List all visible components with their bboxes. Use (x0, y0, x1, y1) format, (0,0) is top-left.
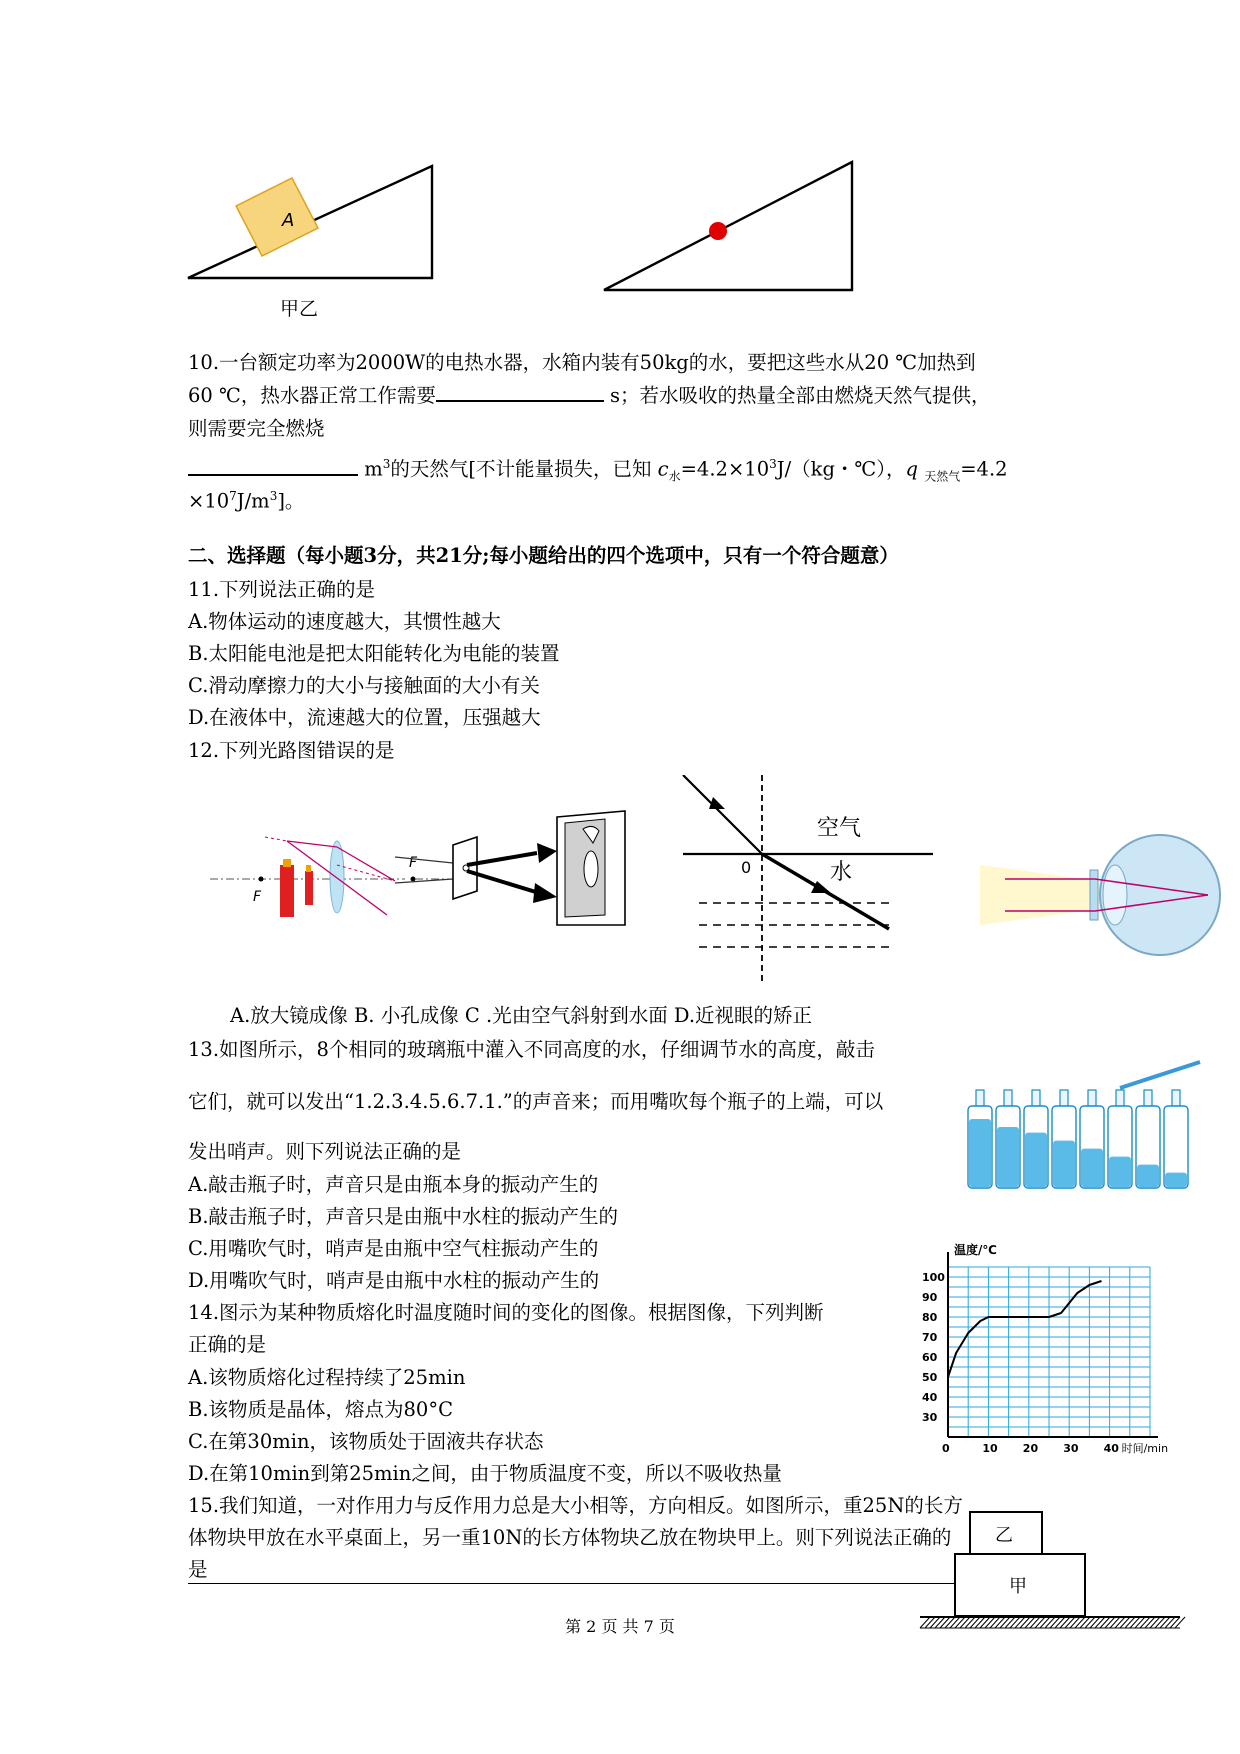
y-tick-label: 40 (922, 1391, 938, 1404)
q13-option-a: A.敲击瓶子时，声音只是由瓶本身的振动产生的 (188, 1173, 599, 1196)
glass-bottle (1052, 1090, 1076, 1188)
q11-stem: 11.下列说法正确的是 (188, 578, 376, 601)
y-tick-label: 60 (922, 1351, 938, 1364)
x-axis-label: 时间/min (1121, 1442, 1169, 1455)
svg-text:F: F (409, 855, 418, 871)
y-tick-label: 100 (922, 1271, 945, 1284)
q15-line3: 是 (188, 1558, 208, 1581)
q13-line2: 它们，就可以发出“1.2.3.4.5.6.7.1.”的声音来；而用嘴吹每个瓶子的上端，可以 (188, 1090, 884, 1113)
block-a (236, 178, 318, 256)
q14-option-c: C.在第30min，该物质处于固液共存状态 (188, 1430, 544, 1453)
q13-line3: 发出哨声。则下列说法正确的是 (188, 1140, 462, 1163)
y-axis-label: 温度/℃ (954, 1243, 997, 1257)
q15-line2: 体物块甲放在水平桌面上，另一重10N的长方体物块乙放在物块甲上。则下列说法正确的 (188, 1526, 952, 1549)
q13-option-d: D.用嘴吹气时，哨声是由瓶中水柱的振动产生的 (188, 1269, 600, 1292)
y-tick-label: 80 (922, 1311, 938, 1324)
q11-option-c: C.滑动摩擦力的大小与接触面的大小有关 (188, 674, 540, 697)
concave-lens (1090, 870, 1098, 920)
incline-caption: 甲乙 (280, 298, 319, 320)
y-tick-label: 70 (922, 1331, 938, 1344)
q14-line1: 14.图示为某种物质熔化时温度随时间的变化的图像。根据图像，下列判断 (188, 1301, 824, 1324)
red-ball (709, 222, 727, 240)
x-tick-label: 10 (982, 1442, 998, 1455)
q10-line5: $\times 10^7J/m^3$]。 (188, 489, 305, 513)
incline-yi (604, 162, 852, 290)
myopia-diagram (980, 835, 1220, 955)
magnifier-diagram (210, 837, 455, 917)
glass-bottle (1164, 1090, 1188, 1188)
q10-line3: 则需要完全燃烧 (188, 417, 325, 440)
x-tick-label: 30 (1063, 1442, 1079, 1455)
q10-line2: 60 ℃，热水器正常工作需要 s；若水吸收的热量全部由燃烧天然气提供， (188, 384, 991, 407)
svg-text:乙: 乙 (995, 1525, 1013, 1546)
q12-optics-figure (205, 775, 1230, 995)
y-tick-label: 50 (922, 1371, 938, 1384)
q14-option-d: D.在第10min到第25min之间，由于物质温度不变，所以不吸收热量 (188, 1462, 782, 1485)
q14-option-b: B.该物质是晶体，熔点为80°C (188, 1398, 454, 1421)
striking-stick (1120, 1062, 1200, 1088)
glass-bottle (1136, 1090, 1160, 1188)
glass-bottle (1108, 1090, 1132, 1188)
svg-text:空气: 空气 (817, 816, 862, 841)
q10-line1: 10.一台额定功率为2000W的电热水器，水箱内装有50kg的水，要把这些水从20 ℃加热到 (188, 351, 976, 374)
block-a-label: A (282, 210, 295, 231)
convex-lens (330, 841, 344, 913)
q15-line1: 15.我们知道，一对作用力与反作用力总是大小相等，方向相反。如图所示，重25N的长方 (188, 1494, 963, 1517)
q13-line1: 13.如图所示，8个相同的玻璃瓶中灌入不同高度的水，仔细调节水的高度，敲击 (188, 1038, 875, 1061)
footer-rule (188, 1583, 968, 1584)
svg-text:0: 0 (741, 858, 752, 877)
q11-option-d: D.在液体中，流速越大的位置，压强越大 (188, 706, 541, 729)
stacked-blocks-figure (915, 1510, 1190, 1640)
glass-bottle (1024, 1090, 1048, 1188)
x-tick-label: 0 (942, 1442, 950, 1455)
q14-option-a: A.该物质熔化过程持续了25min (188, 1366, 466, 1389)
q12-captions: A.放大镜成像 B. 小孔成像 C .光由空气斜射到水面 D.近视眼的矫正 (230, 1004, 813, 1027)
x-tick-label: 20 (1022, 1442, 1039, 1455)
q13-option-b: B.敲击瓶子时，声音只是由瓶中水柱的振动产生的 (188, 1205, 619, 1228)
bottles-figure (960, 1060, 1205, 1195)
melting-curve-chart (920, 1242, 1180, 1472)
y-tick-label: 90 (922, 1291, 938, 1304)
candle-small (305, 871, 313, 905)
q11-option-a: A.物体运动的速度越大，其惯性越大 (188, 610, 501, 633)
x-tick-label: 40 (1103, 1442, 1119, 1455)
incline-jia (188, 166, 432, 278)
refraction-diagram (683, 775, 933, 985)
q12-stem: 12.下列光路图错误的是 (188, 739, 395, 762)
q14-line2: 正确的是 (188, 1333, 267, 1356)
svg-text:水: 水 (830, 860, 853, 885)
q10-blank-time[interactable] (436, 400, 604, 402)
svg-text:F: F (253, 889, 262, 905)
y-tick-label: 30 (922, 1411, 938, 1424)
glass-bottle (1080, 1090, 1104, 1188)
melting-curve (948, 1281, 1102, 1377)
q13-option-c: C.用嘴吹气时，哨声是由瓶中空气柱振动产生的 (188, 1237, 599, 1260)
page-number: 第 2 页 共 7 页 (565, 1617, 675, 1636)
svg-text:甲: 甲 (1009, 1576, 1027, 1597)
q10-line4: $m^3$的天然气[不计能量损失，已知 $c_水=4.2\times 10^3J/(kg$・℃），q $_{天然气}$=4.2 (188, 452, 1008, 488)
section2-title: 二、选择题（每小题3分，共21分;每小题给出的四个选项中，只有一个符合题意） (188, 544, 899, 567)
candle-large (280, 865, 294, 917)
glass-bottle (968, 1090, 992, 1188)
q11-option-b: B.太阳能电池是把太阳能转化为电能的装置 (188, 642, 560, 665)
pinhole-diagram (395, 811, 625, 925)
q10-blank-volume[interactable] (188, 474, 358, 476)
glass-bottle (996, 1090, 1020, 1188)
